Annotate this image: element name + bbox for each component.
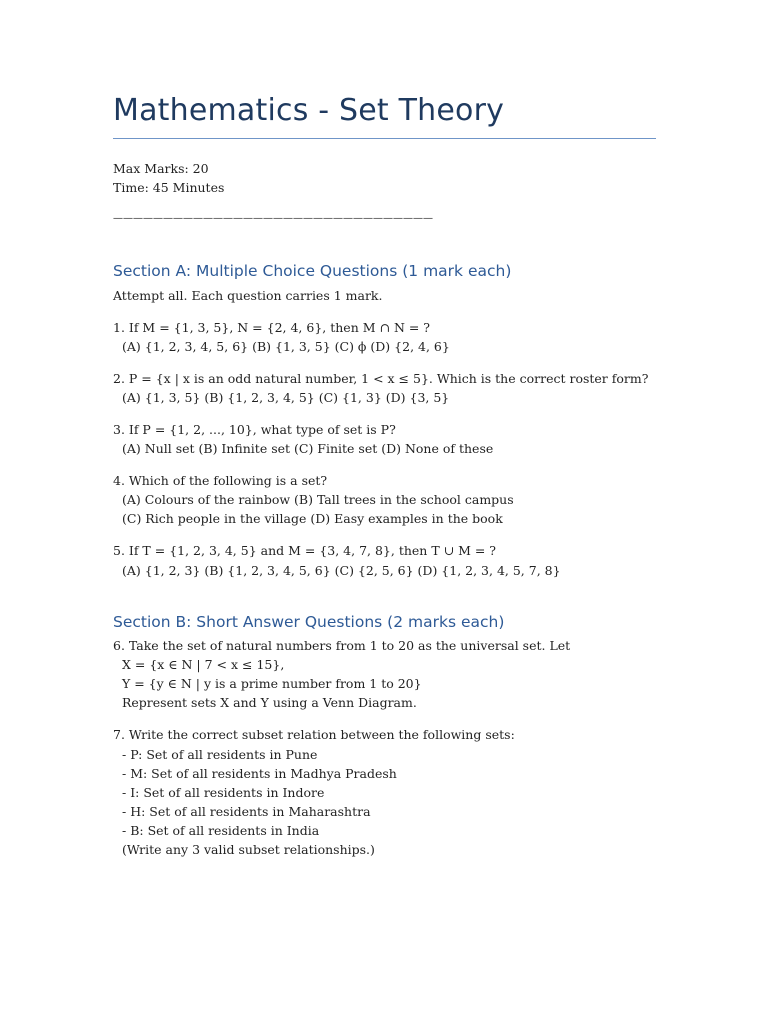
- page-title: Mathematics - Set Theory: [113, 93, 505, 128]
- question-7-item: - B: Set of all residents in India: [122, 823, 320, 838]
- question-1: 1. If M = {1, 3, 5}, N = {2, 4, 6}, then M ∩ N = ?: [113, 320, 430, 335]
- question-7-item: - H: Set of all residents in Maharashtra: [122, 804, 371, 819]
- question-7-item: - I: Set of all residents in Indore: [122, 785, 325, 800]
- question-2: 2. P = {x | x is an odd natural number, 1 < x ≤ 5}. Which is the correct roster form?: [113, 371, 649, 386]
- question-3-options: (A) Null set (B) Infinite set (C) Finite set (D) None of these: [122, 441, 494, 456]
- title-underline: [113, 138, 656, 139]
- question-7-item: - M: Set of all residents in Madhya Pradesh: [122, 766, 397, 781]
- question-6-task: Represent sets X and Y using a Venn Diagram.: [122, 695, 417, 710]
- question-7: 7. Write the correct subset relation between the following sets:: [113, 727, 515, 742]
- question-6-set-x: X = {x ∈ N | 7 < x ≤ 15},: [122, 657, 285, 672]
- question-7-note: (Write any 3 valid subset relationships.): [122, 842, 375, 857]
- question-1-options: (A) {1, 2, 3, 4, 5, 6} (B) {1, 3, 5} (C) ϕ (D) {2, 4, 6}: [122, 339, 450, 354]
- section-a-instruction: Attempt all. Each question carries 1 mark.: [113, 288, 383, 303]
- question-4: 4. Which of the following is a set?: [113, 473, 328, 488]
- question-4-options-2: (C) Rich people in the village (D) Easy examples in the book: [122, 511, 503, 526]
- max-marks: Max Marks: 20: [113, 161, 209, 176]
- question-4-options-1: (A) Colours of the rainbow (B) Tall trees in the school campus: [122, 492, 514, 507]
- time-limit: Time: 45 Minutes: [113, 180, 225, 195]
- question-6: 6. Take the set of natural numbers from 1 to 20 as the universal set. Let: [113, 638, 571, 653]
- question-6-set-y: Y = {y ∈ N | y is a prime number from 1 to 20}: [122, 676, 422, 691]
- question-5: 5. If T = {1, 2, 3, 4, 5} and M = {3, 4, 7, 8}, then T ∪ M = ?: [113, 543, 497, 558]
- separator-line: ————————————————————————————————: [113, 213, 433, 224]
- section-b-heading: Section B: Short Answer Questions (2 marks each): [113, 613, 505, 631]
- question-5-options: (A) {1, 2, 3} (B) {1, 2, 3, 4, 5, 6} (C) {2, 5, 6} (D) {1, 2, 3, 4, 5, 7, 8}: [122, 563, 561, 578]
- question-7-item: - P: Set of all residents in Pune: [122, 747, 318, 762]
- question-3: 3. If P = {1, 2, ..., 10}, what type of set is P?: [113, 422, 396, 437]
- question-2-options: (A) {1, 3, 5} (B) {1, 2, 3, 4, 5} (C) {1, 3} (D) {3, 5}: [122, 390, 450, 405]
- section-a-heading: Section A: Multiple Choice Questions (1 mark each): [113, 262, 512, 280]
